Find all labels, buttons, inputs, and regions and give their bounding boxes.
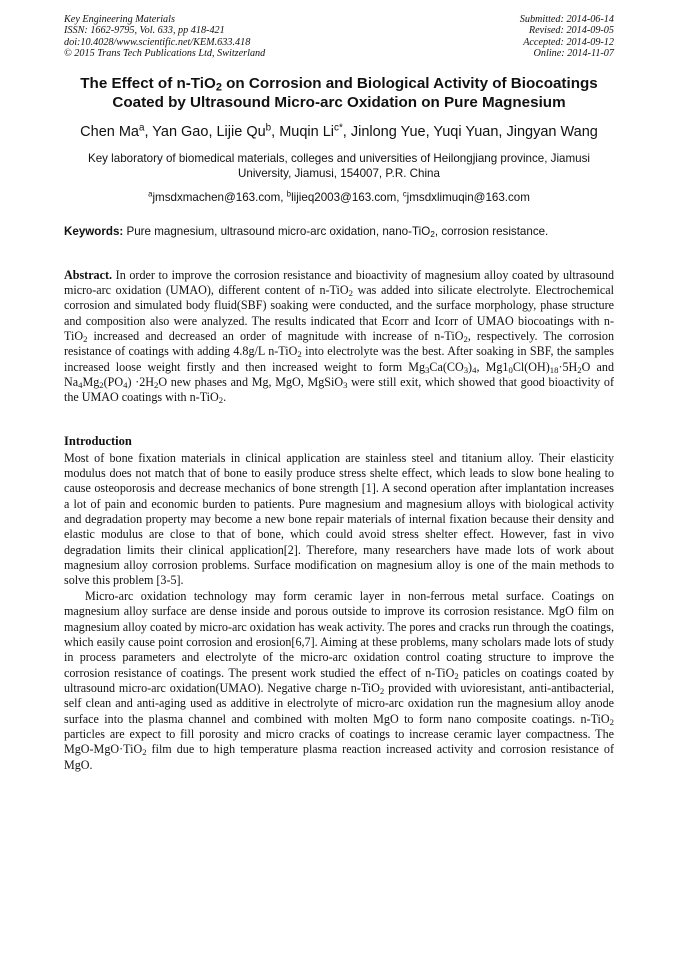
section-heading-introduction: Introduction	[64, 433, 132, 448]
abstract-label: Abstract.	[64, 267, 113, 282]
email-c[interactable]: jmsdxlimuqin@163.com	[406, 190, 530, 204]
author-emails: $^a$jmsdxmachen@163.com, $^b$lijieq2003@163.com, $^c$jmsdxlimuqin@163.com	[148, 189, 530, 204]
copyright-line: © 2015 Trans Tech Publications Ltd, Switzerland	[64, 48, 266, 60]
date-info	[520, 14, 614, 60]
online-date: Online: 2014-11-07	[533, 48, 614, 60]
author-list: Chen Ma$^a$, Yan Gao, Lijie Qu$^b$, Muqin $Li^{c*}$, Jinlong Yue, Yuqi Yuan, Jingyan Wang	[80, 122, 598, 140]
revised-date: Revised: 2014-09-05	[528, 25, 614, 37]
publication-header	[64, 14, 614, 60]
journal-name: Key Engineering Materials	[64, 14, 175, 25]
intro-paragraph-1: Most of bone fixation materials in clinical application are stainless steel and titanium alloy. Their elasticity modulus does not match that of bone to easily produce stress shelte effect, which leads to slow bone healing to cause osteoporosis and decrease mechanics of bone strength [1]. A second operation after implantation increases a lot of pain and economic burden to patients. Pure magnesium and magnesium alloys with biological activity and degradation property may become a new bone repair materials of internal fixation because their density and elastic modulus are close to that of bone, which could avoid stress shelter effect. However, fast in vivo degradation limits their clinical application[2]. Therefore, many researchers have made lots of work about magnesium alloy corrosion problems. Surface modification on magnesium alloy is one of the main methods to solve this problem [3-5].	[64, 450, 614, 588]
intro-paragraph-2: Micro-arc oxidation technology may form ceramic layer in non-ferrous metal surface. Coatings on magnesium alloy surface are dense inside and porous outside to improve its corrosion resistance. MgO film on magnesium alloy coated by micro-arc oxidation has weak activity. The pores and cracks run through the coatings, which easily cause point corrosion and erosion[6,7]. Aiming at these problems, many scholars made lots of study in process parameters and electrolyte of the micro-arc oxidation control coating structure to improve the corrosion resistance of coatings. The present work studied the effect of n-TiO$_2$ paticles on coatings coated by ultrasound micro-arc oxidation(UMAO). Negative charge n-TiO$_2$ provided with uvioresistant, anti-antibacterial, self clean and anti-aging used as additive in electrolyte of micro-arc oxidation run the magnesium alloy anode surface into the plasma channel and combined with molten MgO to form nano composite coatings. n-TiO$_2$ particles are expect to fill porosity and micro cracks of coatings to increase ceramic layer compactness. The MgO-MgO·TiO$_2$ film due to high temperature plasma reaction increased activity and corrosion resistance of MgO.	[64, 588, 614, 772]
accepted-date: Accepted: 2014-09-12	[523, 36, 614, 48]
doi-line: doi:10.4028/www.scientific.net/KEM.633.418	[64, 36, 251, 48]
keywords: Keywords: Pure magnesium, ultrasound micro-arc oxidation, nano-TiO$_2$, corrosion resistance.	[64, 224, 549, 239]
submitted-date: Submitted: 2014-06-14	[519, 14, 614, 25]
email-a[interactable]: jmsdxmachen@163.com,	[152, 190, 287, 204]
paper-title: The Effect of n-TiO$_2$ on Corrosion and Biological Activity of Biocoatings Coated by Ultrasound Micro-arc Oxidation on Pure Magnesium	[80, 74, 598, 111]
email-b[interactable]: lijieq2003@163.com,	[291, 190, 403, 204]
affiliation: Key laboratory of biomedical materials, colleges and universities of Heilongjiang province, Jiamusi University, Jiamusi, 154007, P.R. China	[87, 151, 590, 180]
abstract: Abstract. In order to improve the corrosion resistance and bioactivity of magnesium alloy coated by ultrasound micro-arc oxidation (UMAO), different content of n-TiO$_2$ was added into silicate electrolyte. Electrochemical corrosion and simulated body fluid(SBF) soaking were conducted, and the surface morphology, phase structure and composition also were analyzed. The results indicated that Ecorr and Icorr of UMAO biocoatings with n-TiO$_2$ increased and decreased an order of magnitude with increase of n-TiO$_2$, respectively. The corrosion resistance of coatings with adding 4.8g/L n-TiO$_2$ into electrolyte was the best. After soaking in SBF, the samples increased loose weight firstly and then increased weight to form $Mg_3Ca(CO_3)_4$, $Mg1_0Cl(OH)_{18}\cdot 5H_2O$ and $Na_4Mg_2(PO_4) \cdot 2H_2O$ new phases and Mg, MgO, MgSiO$_3$ were still exit, which showed that good bioactivity of the UMAO coatings with n-TiO$_2$.	[64, 267, 615, 406]
issn-line: ISSN: 1662-9795, Vol. 633, pp 418-421	[64, 25, 225, 37]
journal-info	[64, 14, 265, 60]
keywords-label: Keywords:	[64, 224, 124, 238]
